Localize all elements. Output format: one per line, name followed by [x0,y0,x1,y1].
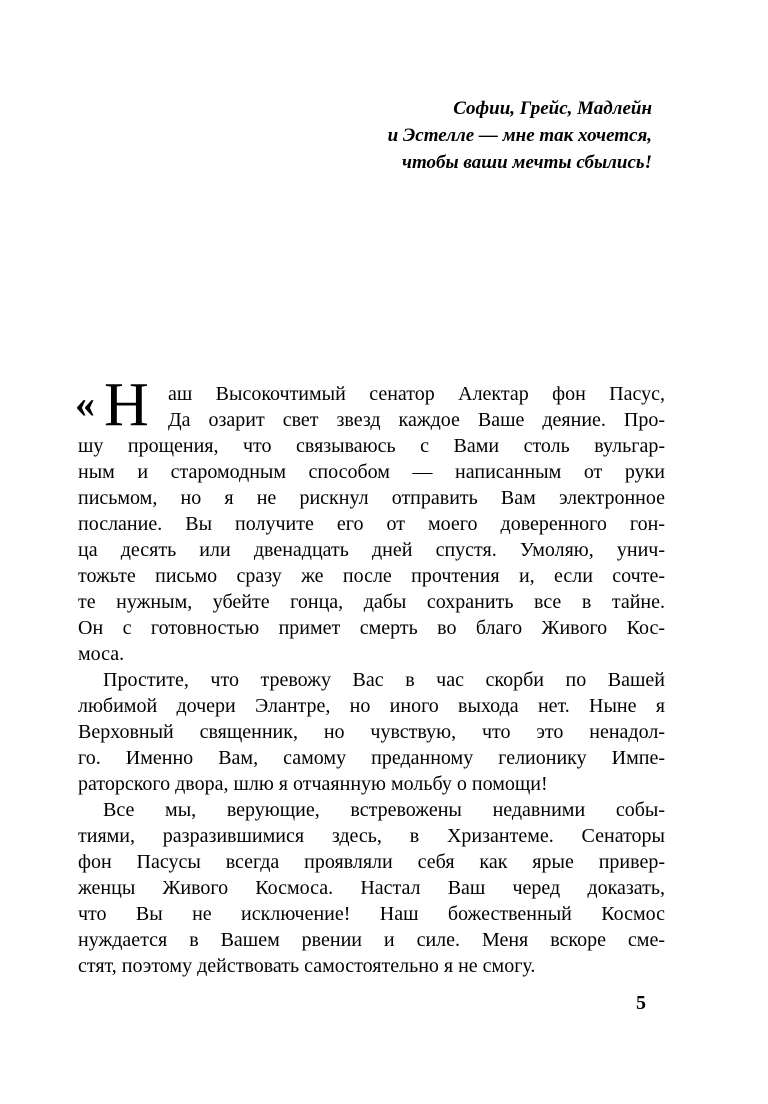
body-line: шу прощения, что связываюсь с Вами столь вульгар- [78,435,665,457]
body-line: моса. [78,643,125,665]
page-number: 5 [636,992,646,1014]
letter-body [75,371,665,979]
dedication-line: и Эстелле — мне так хочется, [387,125,652,146]
dedication-line: чтобы ваши мечты сбылись! [402,152,652,173]
body-line: тожьте письмо сразу же после прочтения и, если сочте- [78,565,665,587]
body-line: стят, поэтому действовать самостоятельно я не смогу. [78,955,536,977]
opening-quote-mark: « [75,381,95,426]
body-line: го. Именно Вам, самому преданному гелионику Импе- [78,747,665,769]
body-line: женцы Живого Космоса. Настал Ваш черед доказать, [78,877,665,899]
body-line: раторского двора, шлю я отчаянную мольбу о помощи! [78,773,548,795]
dedication-line: Софии, Грейс, Мадлейн [453,98,652,119]
drop-cap-block [75,371,168,439]
body-line: аш Высокочтимый сенатор Алектар фон Пасус, [168,383,665,405]
body-line: нуждается в Вашем рвении и силе. Меня вскоре сме- [78,929,665,951]
drop-cap-letter: Н [104,371,149,439]
dedication [388,95,652,176]
body-line: Он с готовностью примет смерть во благо Живого Кос- [78,617,665,639]
body-line: ца десять или двенадцать дней спустя. Умоляю, унич- [78,539,665,561]
body-line: тиями, разразившимися здесь, в Хризантеме. Сенаторы [78,825,665,847]
body-line: Простите, что тревожу Вас в час скорби по Вашей [103,669,665,691]
body-line: Верховный священник, но чувствую, что это ненадол- [78,721,665,743]
body-line: те нужным, убейте гонца, дабы сохранить все в тайне. [78,591,665,613]
body-line: ным и старомодным способом — написанным от руки [78,461,665,483]
body-line: послание. Вы получите его от моего доверенного гон- [78,513,665,535]
body-line: что Вы не исключение! Наш божественный Космос [78,903,665,925]
body-line: Все мы, верующие, встревожены недавними собы- [103,799,665,821]
body-line: фон Пасусы всегда проявляли себя как ярые привер- [78,851,665,873]
body-line: любимой дочери Элантре, но иного выхода нет. Ныне я [78,695,665,717]
body-line: письмом, но я не рискнул отправить Вам электронное [78,487,665,509]
body-line: Да озарит свет звезд каждое Ваше деяние. Про- [168,409,665,431]
